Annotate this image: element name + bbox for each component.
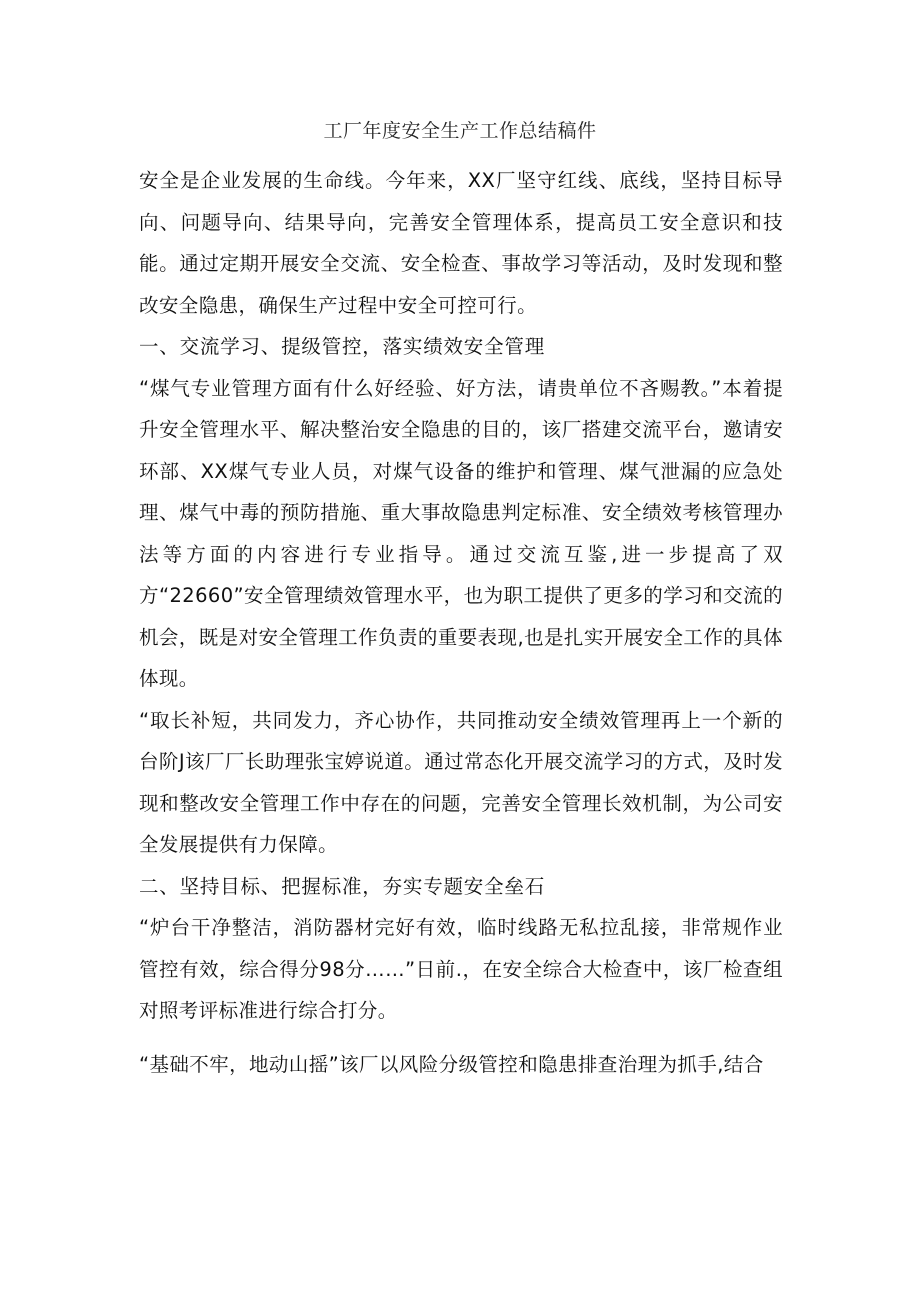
document-title: 工厂年度安全生产工作总结稿件	[323, 120, 597, 142]
section-heading-1: 一、交流学习、提级管控，落实绩效安全管理	[139, 335, 546, 358]
section-2-paragraph-1: “炉台干净整洁，消防器材完好有效，临时线路无私拉乱接，非常规作业管控有效，综合得分98分……”日前.，在安全综合大检查中，该厂检查组对照考评标准进行综合打分。	[139, 916, 783, 1022]
section-2-paragraph-2: “基础不牢，地动山摇”该厂以风险分级管控和隐患排查治理为抓手,结合	[139, 1052, 764, 1076]
section-heading-2: 二、坚持目标、把握标准，夯实专题安全垒石	[139, 874, 546, 898]
document-body	[139, 160, 783, 1085]
section-1-paragraph-1: “煤气专业管理方面有什么好经验、好方法，请贵单位不吝赐教。”本着提升安全管理水平、解决整治安全隐患的目的，该厂搭建交流平台，邀请安环部、XX煤气专业人员，对煤气设备的维护和管理、煤气泄漏的应急处理、煤气中毒的预防措施、重大事故隐患判定标准、安全绩效考核管理办法等方面的内容进行专业指导。通过交流互鉴,进一步提高了双方“22660”安全管理绩效管理水平，也为职工提供了更多的学习和交流的机会，既是对安全管理工作负责的重要表现,也是扎实开展安全工作的具体体现。	[139, 376, 783, 690]
intro-paragraph: 安全是企业发展的生命线。今年来，XX厂坚守红线、底线，坚持目标导向、问题导向、结果导向，完善安全管理体系，提高员工安全意识和技能。通过定期开展安全交流、安全检查、事故学习等活动，及时发现和整改安全隐患，确保生产过程中安全可控可行。	[139, 169, 783, 317]
section-1-paragraph-2: “取长补短，共同发力，齐心协作，共同推动安全绩效管理再上一个新的台阶J该厂厂长助理张宝婷说道。通过常态化开展交流学习的方式，及时发现和整改安全管理工作中存在的问题，完善安全管理长效机制，为公司安全发展提供有力保障。	[139, 708, 783, 856]
